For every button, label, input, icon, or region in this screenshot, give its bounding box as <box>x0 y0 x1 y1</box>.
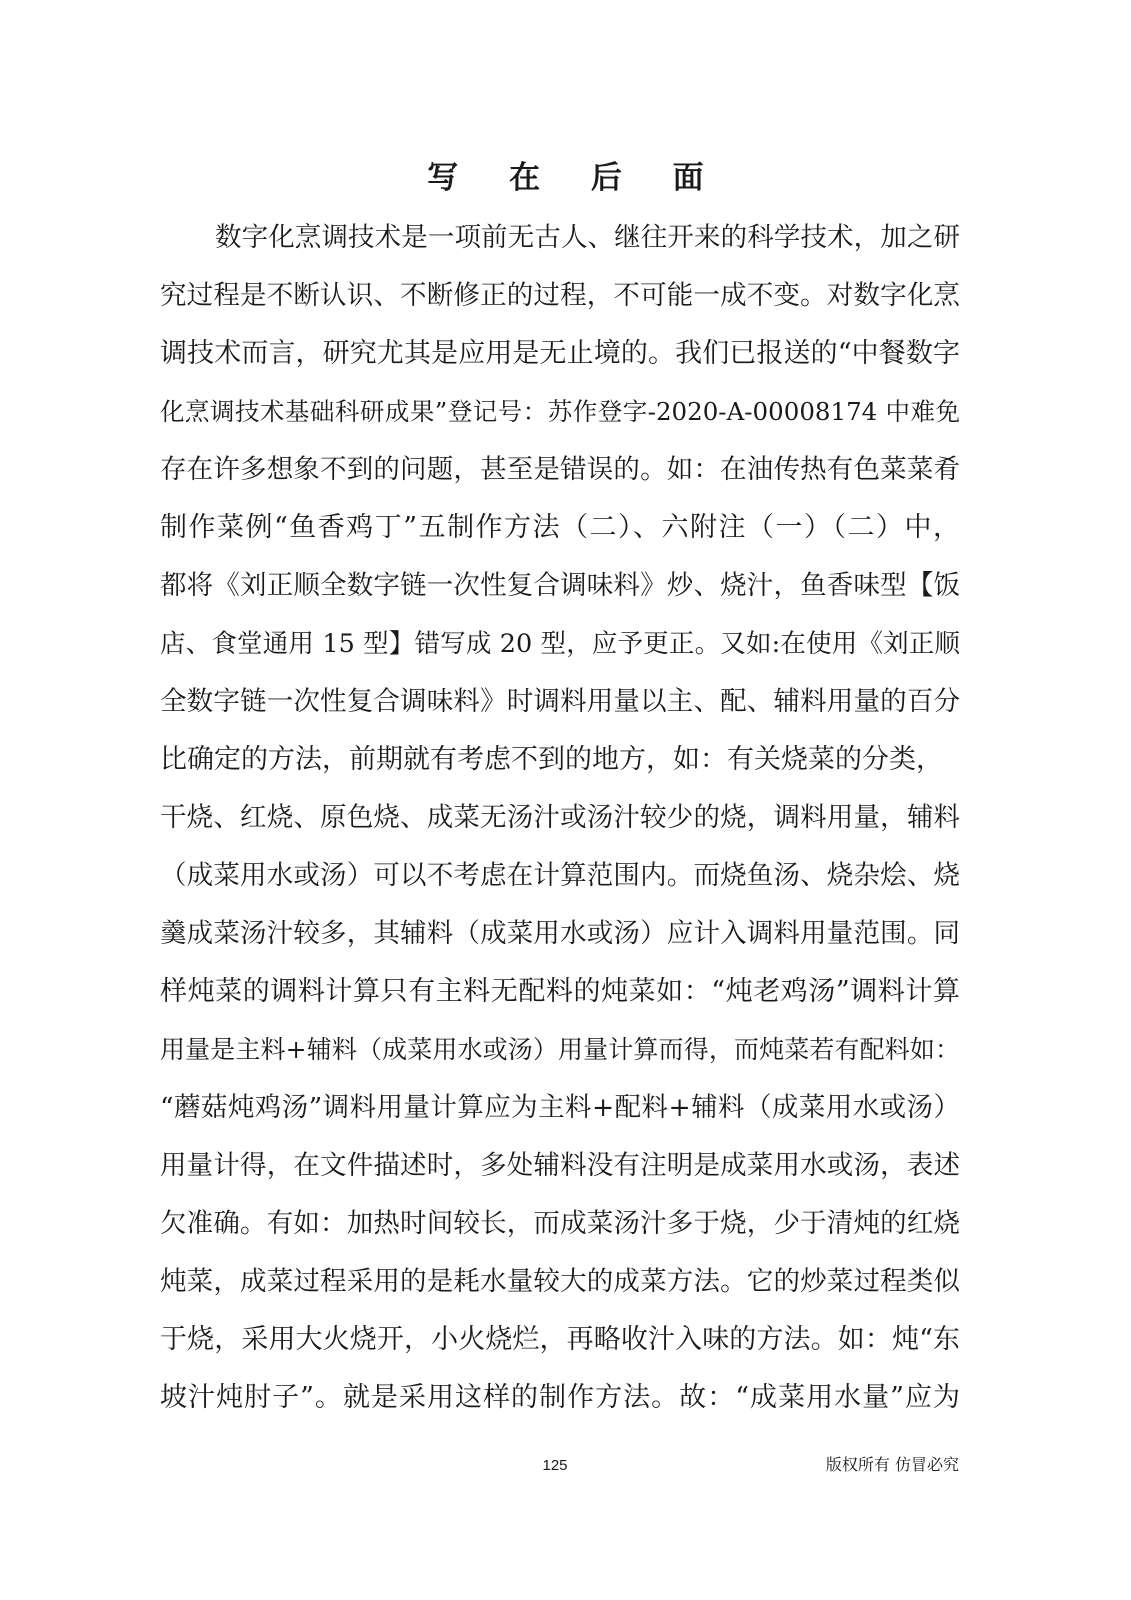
paragraph-line: 全数字链一次性复合调味料》时调料用量以主、配、辅料用量的百分 <box>160 686 960 717</box>
paragraph-line: 坡汁炖肘子”。就是采用这样的制作方法。故：“成菜用水量”应为 <box>160 1382 960 1413</box>
page-number: 125 <box>542 1457 568 1474</box>
paragraph-line: 羹成菜汤汁较多，其辅料（成菜用水或汤）应计入调料用量范围。同 <box>160 918 960 949</box>
paragraph-line: 店、食堂通用 15 型】错写成 20 型，应予更正。又如:在使用《刘正顺 <box>160 629 960 659</box>
paragraph-line: （成菜用水或汤）可以不考虑在计算范围内。而烧鱼汤、烧杂烩、烧 <box>160 860 960 891</box>
paragraph-line: 存在许多想象不到的问题，甚至是错误的。如：在油传热有色菜菜肴 <box>160 454 960 485</box>
paragraph-line: 于烧，采用大火烧开，小火烧烂，再略收汁入味的方法。如：炖“东 <box>160 1324 960 1355</box>
paragraph-line: 化烹调技术基础科研成果”登记号：苏作登字-2020-A-00008174 中难免 <box>160 397 960 426</box>
paragraph-line: 样炖菜的调料计算只有主料无配料的炖菜如：“炖老鸡汤”调料计算 <box>160 976 960 1007</box>
paragraph-line: 干烧、红烧、原色烧、成菜无汤汁或汤汁较少的烧，调料用量，辅料 <box>160 802 960 833</box>
paragraph-line: 欠准确。有如：加热时间较长，而成菜汤汁多于烧，少于清炖的红烧 <box>160 1208 960 1239</box>
paragraph-line: 炖菜，成菜过程采用的是耗水量较大的成菜方法。它的炒菜过程类似 <box>160 1266 960 1297</box>
page-title: 写 在 后 面 <box>427 160 724 196</box>
paragraph-line: 数字化烹调技术是一项前无古人、继往开来的科学技术，加之研 <box>215 222 960 253</box>
paragraph-line: 比确定的方法，前期就有考虑不到的地方，如：有关烧菜的分类， <box>160 744 943 775</box>
paragraph-line: “蘑菇炖鸡汤”调料用量计算应为主料+配料+辅料（成菜用水或汤） <box>160 1092 960 1123</box>
copyright-notice: 版权所有 仿冒必究 <box>825 1455 959 1474</box>
paragraph-line: 用量计得，在文件描述时，多处辅料没有注明是成菜用水或汤，表述 <box>160 1150 960 1181</box>
paragraph-line: 制作菜例“鱼香鸡丁”五制作方法（二）、六附注（一）（二）中， <box>160 512 960 543</box>
paragraph-line: 都将《刘正顺全数字链一次性复合调味料》炒、烧汁，鱼香味型【饭 <box>160 570 960 601</box>
paragraph-line: 调技术而言，研究尤其是应用是无止境的。我们已报送的“中餐数字 <box>160 338 960 369</box>
paragraph-line: 用量是主料+辅料（成菜用水或汤）用量计算而得，而炖菜若有配料如： <box>160 1035 960 1064</box>
paragraph-line: 究过程是不断认识、不断修正的过程，不可能一成不变。对数字化烹 <box>160 280 960 311</box>
